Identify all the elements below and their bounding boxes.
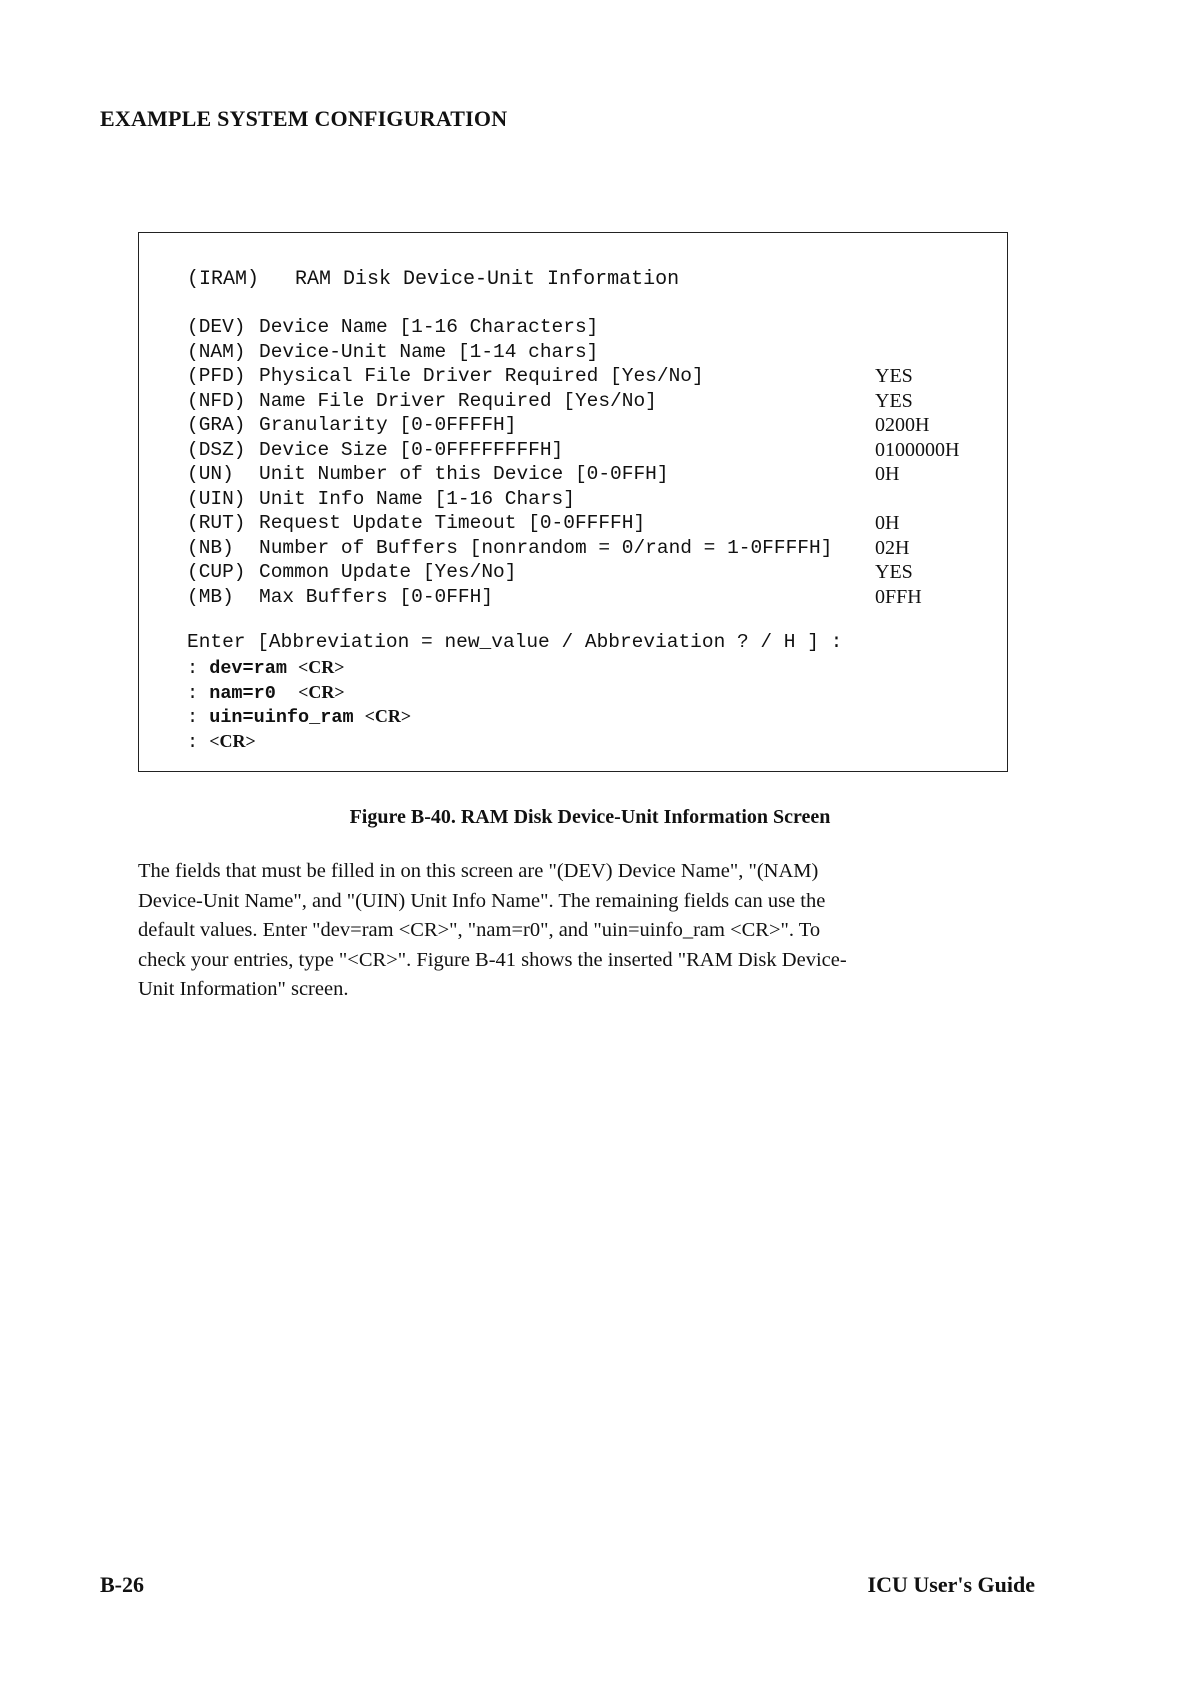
entry-command: nam=r0: [209, 682, 276, 704]
section-header: EXAMPLE SYSTEM CONFIGURATION: [100, 106, 508, 131]
field-abbr: (DEV): [187, 316, 246, 338]
field-abbr: (CUP): [187, 561, 246, 583]
field-row-nam: [187, 341, 987, 366]
field-value: 0H: [875, 463, 900, 485]
field-desc: Physical File Driver Required [Yes/No]: [259, 365, 704, 387]
field-value: 0H: [875, 512, 900, 534]
field-value: YES: [875, 389, 913, 412]
field-abbr: (NB): [187, 536, 234, 559]
field-value: 0200H: [875, 414, 930, 436]
entry-line: [187, 706, 411, 731]
field-row-dev: [187, 316, 987, 341]
field-desc: Device Name [1-16 Characters]: [259, 316, 599, 338]
field-desc: Unit Number of this Device [0-0FFH]: [259, 463, 669, 485]
entry-cr: <CR>: [298, 657, 345, 677]
field-desc: Unit Info Name [1-16 Chars]: [259, 487, 575, 510]
entry-cr: <CR>: [298, 681, 345, 702]
entry-list: [187, 657, 411, 755]
entry-colon: :: [187, 731, 199, 753]
field-abbr: (NFD): [187, 389, 246, 412]
entry-colon: :: [187, 682, 199, 704]
screen-title: (IRAM) RAM Disk Device-Unit Information: [187, 268, 680, 291]
field-row-nb: [187, 537, 987, 562]
field-value: YES: [875, 561, 913, 583]
entry-cr: <CR>: [209, 730, 256, 751]
entry-command: dev=ram: [209, 658, 287, 679]
entry-line: [187, 682, 411, 707]
field-row-un: [187, 463, 987, 488]
field-row-dsz: [187, 439, 987, 464]
body-line: Unit Information" screen.: [138, 978, 349, 1000]
field-row-cup: [187, 561, 987, 586]
field-desc: Device-Unit Name [1-14 chars]: [259, 340, 599, 363]
field-desc: Max Buffers [0-0FFH]: [259, 585, 494, 608]
field-value: 02H: [875, 536, 910, 559]
entry-line: [187, 731, 411, 756]
entry-cr: <CR>: [364, 706, 412, 726]
entry-line: [187, 657, 411, 682]
guide-title: ICU User's Guide: [867, 1572, 1035, 1597]
body-line: Device-Unit Name", and "(UIN) Unit Info Name". The remaining fields can use the: [138, 889, 826, 912]
field-row-gra: [187, 414, 987, 439]
field-value: YES: [875, 365, 913, 387]
command-prompt: Enter [Abbreviation = new_value / Abbreviation ? / H ] :: [187, 631, 843, 653]
field-abbr: (DSZ): [187, 438, 246, 461]
field-row-mb: [187, 586, 987, 611]
field-row-rut: [187, 512, 987, 537]
field-abbr: (RUT): [187, 512, 246, 534]
field-row-uin: [187, 488, 987, 513]
field-abbr: (UN): [187, 463, 234, 485]
field-abbr: (MB): [187, 585, 234, 608]
body-line: The fields that must be filled in on this screen are "(DEV) Device Name", "(NAM): [138, 860, 819, 882]
terminal-screen-figure: [138, 232, 1008, 772]
field-abbr: (UIN): [187, 487, 246, 510]
field-row-pfd: [187, 365, 987, 390]
body-line: default values. Enter "dev=ram <CR>", "nam=r0", and "uin=uinfo_ram <CR>". To: [138, 919, 821, 941]
field-value: 0100000H: [875, 438, 960, 461]
body-paragraph: [138, 857, 968, 1005]
page-number: B-26: [100, 1572, 144, 1597]
field-list: [187, 316, 987, 610]
figure-caption: [0, 806, 1190, 829]
body-line: check your entries, type "<CR>". Figure B-41 shows the inserted "RAM Disk Device-: [138, 948, 847, 971]
field-desc: Device Size [0-0FFFFFFFFH]: [259, 438, 564, 461]
entry-colon: :: [187, 707, 199, 728]
field-abbr: (GRA): [187, 414, 246, 436]
entry-command: uin=uinfo_ram: [209, 707, 354, 728]
field-abbr: (PFD): [187, 365, 246, 387]
field-row-nfd: [187, 390, 987, 415]
figure-caption-text: Figure B-40. RAM Disk Device-Unit Information Screen: [349, 806, 831, 828]
field-desc: Granularity [0-0FFFFH]: [259, 414, 517, 436]
field-desc: Request Update Timeout [0-0FFFFH]: [259, 512, 646, 534]
field-desc: Number of Buffers [nonrandom = 0/rand = 1-0FFFFH]: [259, 536, 833, 559]
field-desc: Common Update [Yes/No]: [259, 561, 517, 583]
field-value: 0FFH: [875, 585, 922, 608]
entry-colon: :: [187, 658, 199, 679]
field-abbr: (NAM): [187, 340, 246, 363]
field-desc: Name File Driver Required [Yes/No]: [259, 389, 657, 412]
